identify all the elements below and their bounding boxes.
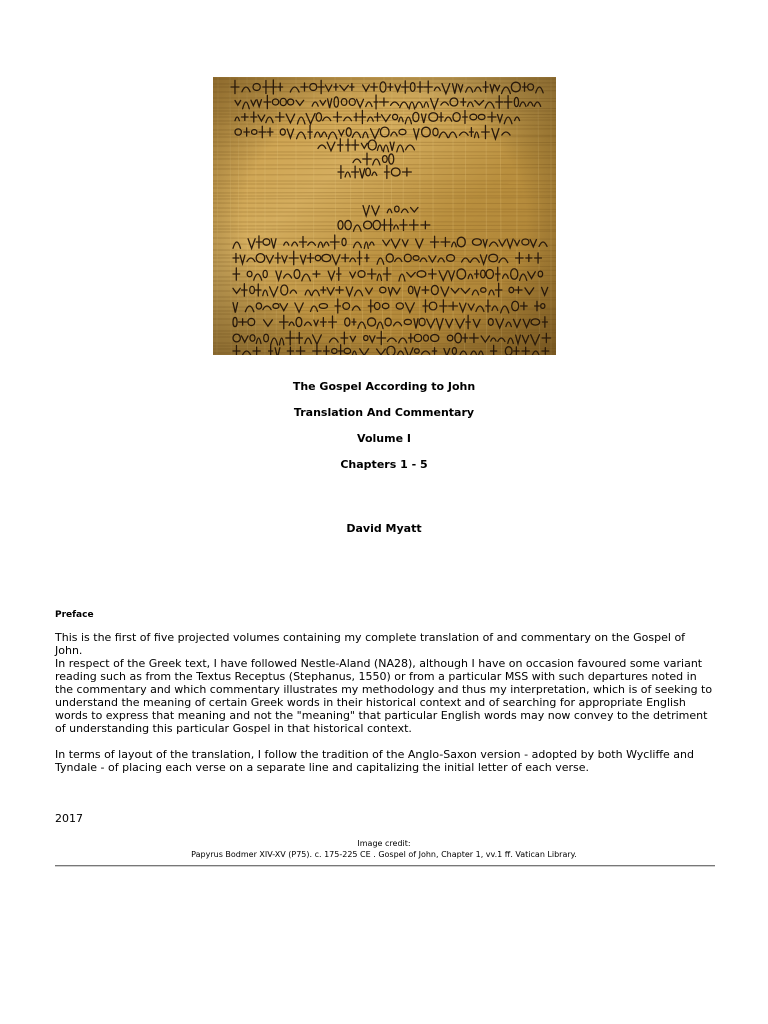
image-credit-label: Image credit: bbox=[357, 839, 411, 848]
author-name: David Myatt bbox=[346, 522, 422, 535]
preface-paragraph: In terms of layout of the translation, I follow the tradition of the Anglo-Saxon version - adopted by both Wycliffe and Tyndale - of placing each verse on a separate line and capitalizing the initial letter of each verse. bbox=[55, 748, 694, 774]
preface-paragraph: This is the first of five projected volumes containing my complete translation of and commentary on the Gospel of John. bbox=[55, 631, 686, 657]
publication-year: 2017 bbox=[55, 812, 83, 825]
chapters-label: Chapters 1 - 5 bbox=[340, 458, 428, 471]
volume-label: Volume I bbox=[357, 432, 411, 445]
papyrus-svg bbox=[213, 77, 556, 355]
document-title: The Gospel According to John bbox=[292, 380, 476, 393]
preface-heading: Preface bbox=[55, 610, 94, 620]
document-subtitle: Translation And Commentary bbox=[293, 406, 475, 419]
horizontal-rule bbox=[55, 865, 715, 867]
papyrus-manuscript-image bbox=[213, 77, 556, 355]
image-credit-text: Papyrus Bodmer XIV-XV (P75). c. 175-225 CE . Gospel of John, Chapter 1, vv.1 ff. Vatican Library. bbox=[191, 850, 577, 859]
preface-paragraph: In respect of the Greek text, I have followed Nestle-Aland (NA28), although I have on occasion favoured some variant reading such as from the Textus Receptus (Stephanus, 1550) or from a particular MSS with such departures noted in the commentary and which commentary illustrates my methodology and thus my interpretation, which is of seeking to understand the meaning of certain Greek words in their historical context and of searching for appropriate English words to express that meaning and not the "meaning" that particular English words may now convey to the detriment of understanding this particular Gospel in that historical context. bbox=[55, 657, 713, 735]
